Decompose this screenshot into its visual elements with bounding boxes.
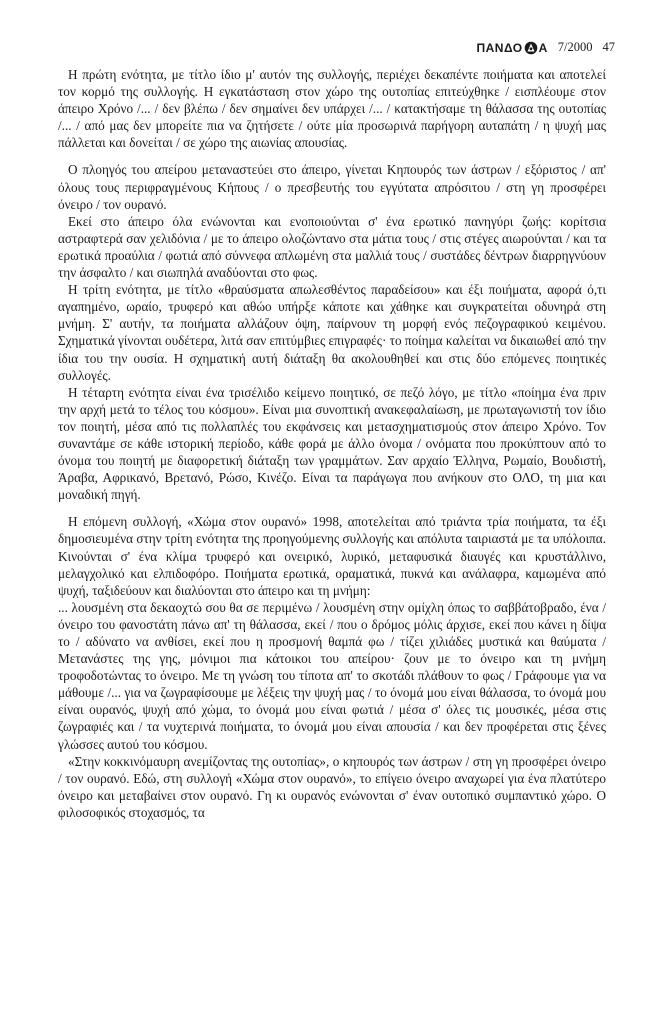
paragraph: «Στην κοκκινόμαυρη ανεμίζοντας της ουτοπίας», ο κηπουρός των άστρων / στη γη προσφέρει όνειρο / τον ουρανό. Εδώ, στη συλλογή «Χώμα στον ουρανό», το επίγειο όνειρο αναχωρεί για ένα πλατύτερο όνειρο και μεταβαίνει στον ουρανό. Γη κι ουρανός ενώνονται σ' έναν ουτοπικό συμπαντικό χώρο. Ο φιλοσοφικός στοχασμός, τα xyxy=(58,753,606,820)
running-header xyxy=(60,40,615,55)
paragraph: Η πρώτη ενότητα, με τίτλο ίδιο μ' αυτόν της συλλογής, περιέχει δεκαπέντε ποιήματα και αποτελεί τον κορμό της συλλογής. Η εγκατάσταση στον χώρο της ουτοπίας επιτεύχθηκε / εισπλέουμε στον άπειρο Χρόνο /... / δεν βλέπω / δεν σημαίνει δεν υπάρχει /... / κατακτήσαμε τη θάλασσα της ουτοπίας /... / από μας δεν μπορείτε πια να ζητήσετε / ούτε μία προσωρινά παρήγορη αυταπάτη / η ψυχή μας πάλλεται και δονείται / σε χώρο της αιωνίας απουσίας. xyxy=(58,67,606,151)
journal-name-left: ΠΑΝΔΟ xyxy=(476,40,523,55)
issue-number: 7/2000 xyxy=(557,40,593,54)
poem-excerpt: ... λουσμένη στα δεκαοχτώ σου θα σε περιμένω / λουσμένη στην ομίχλη όπως το σαββάτοβραδο, ένα / όνειρο του φανοστάτη πάνω απ' τη θάλασσα, εκεί / που ο δρόμος μόλις άρχισε, εκεί που κάνει η δίψα το / αδύνατο να ανθίσει, εκεί που η προσμονή θαμπά φω / τίζει χιλιάδες μυστικά και θαύματα / Μετανάστες της γης, μόνιμοι πια κάτοικοι του απείρου· ζουν με το όνειρο και τη μνήμη τροφοδοτώντας το όνειρο. Με τη γνώση του τίποτα απ' το σκοτάδι πλάθουν το φως / Γράφουμε για να μάθουμε /... για να ζωγραφίσουμε με λέξεις την ψυχή μας / το όνομά μου είναι θάλασσα, το όνομά μου είναι ουρανός, ψυχή από χώμα, το όνομά μου είναι φωτιά / μέσα σ' όλες τις μουσικές, μέσα στις ζωγραφιές και / τα νυχτερινά ποιήματα, το όνομά μου είναι απουσία / και δεν προφέρεται στις ξένες γλώσσες αυτού του κόσμου. xyxy=(58,599,606,752)
lamp-icon xyxy=(524,41,538,55)
paragraph: Η επόμενη συλλογή, «Χώμα στον ουρανό» 1998, αποτελείται από τριάντα τρία ποιήματα, τα έξι δημοσιευμένα στην τρίτη ενότητα της προηγούμενης συλλογής και απόλυτα ταιριαστά με τα υπόλοιπα. Κινούνται σ' ένα κλίμα τρυφερό και ονειρικό, λυρικό, μεταφυσικά διαυγές και κρυστάλλινο, μελαγχολικό και ελπιδοφόρο. Ποιήματα ερωτικά, οραματικά, πυκνά και ανάλαφρα, καμωμένα από ψυχή, ταξιδεύουν και διαλύονται στο άπειρο και τη μνήμη: xyxy=(58,514,606,598)
paragraph: Ο πλοηγός του απείρου μεταναστεύει στο άπειρο, γίνεται Κηπουρός των άστρων / εξόριστος / απ' όλους τους περιφραγμένους Κήπους / ο πρεσβευτής του εγγύτατα απρόσιτου / στη γη προσφέρει όνειρο / τον ουρανό. xyxy=(58,162,606,212)
page-number: 47 xyxy=(602,40,615,54)
paragraph: Η τέταρτη ενότητα είναι ένα τρισέλιδο κείμενο ποιητικό, σε πεζό λόγο, με τίτλο «ποίημα ένα πριν την αρχή μετά το τέλος του κόσμου». Είναι μια συνοπτική ανακεφαλαίωση, με πρωταγωνιστή τον ίδιο τον ποιητή, μέσα από τις πολλαπλές του εκφάνσεις και μετασχηματισμούς στον άπειρο Χρόνο. Τον συναντάμε σε κάθε ιστορική περίοδο, κάθε φορά με άλλο όνομα / ονόματα που προκύπτουν από το όνομα του ποιητή με διαφορετική διάταξη των γραμμάτων. Σαν αρχαίο Έλληνα, Ρωμαίο, Βουδιστή, Άραβα, Αφρικανό, Βρετανό, Ρώσο, Κινέζο. Είναι τα παράγωγα που ανήκουν στο ΟΛΟ, τη μια και μοναδική πηγή. xyxy=(58,384,606,503)
journal-name-right: Α xyxy=(538,40,548,55)
journal-logo xyxy=(476,41,547,55)
article-body xyxy=(58,66,606,821)
paragraph: Εκεί στο άπειρο όλα ενώνονται και ενοποιούνται σ' ένα ερωτικό πανηγύρι ζωής: κορίτσια αστραφτερά σαν χελιδόνια / με το άπειρο ολοζώντανο στα μάτια τους / στις στέγες αιωρούνται / και τα ερωτικά προαύλια / φωτιά από σύννεφα απλωμένη στα μαλλιά τους / συστάδες δέντρων διαρρηγνύουν την άσφαλτο / και σιωπηλά αναδύονται στο φως. xyxy=(58,213,606,281)
paragraph: Η τρίτη ενότητα, με τίτλο «θραύσματα απωλεσθέντος παραδείσου» και έξι ποιήματα, αφορά ό,τι αγαπημένο, ωραίο, τρυφερό και αθώο υπήρξε κάποτε και χάθηκε και συγκρατείται οδυνηρά στη μνήμη. Σ' αυτήν, τα ποιήματα αλλάζουν όψη, παίρνουν τη μορφή ενός πεζογραφικού κειμένου. Σχηματικά γίνονται ουδέτερα, λιτά σαν επιτύμβιες επιγραφές· το ποίημα καλείται να δικαιωθεί από την ίδια του την ουσία. Η σχηματική αυτή διάταξη θα ακολουθηθεί και στις δύο επόμενες ποιητικές συλλογές. xyxy=(58,282,606,383)
